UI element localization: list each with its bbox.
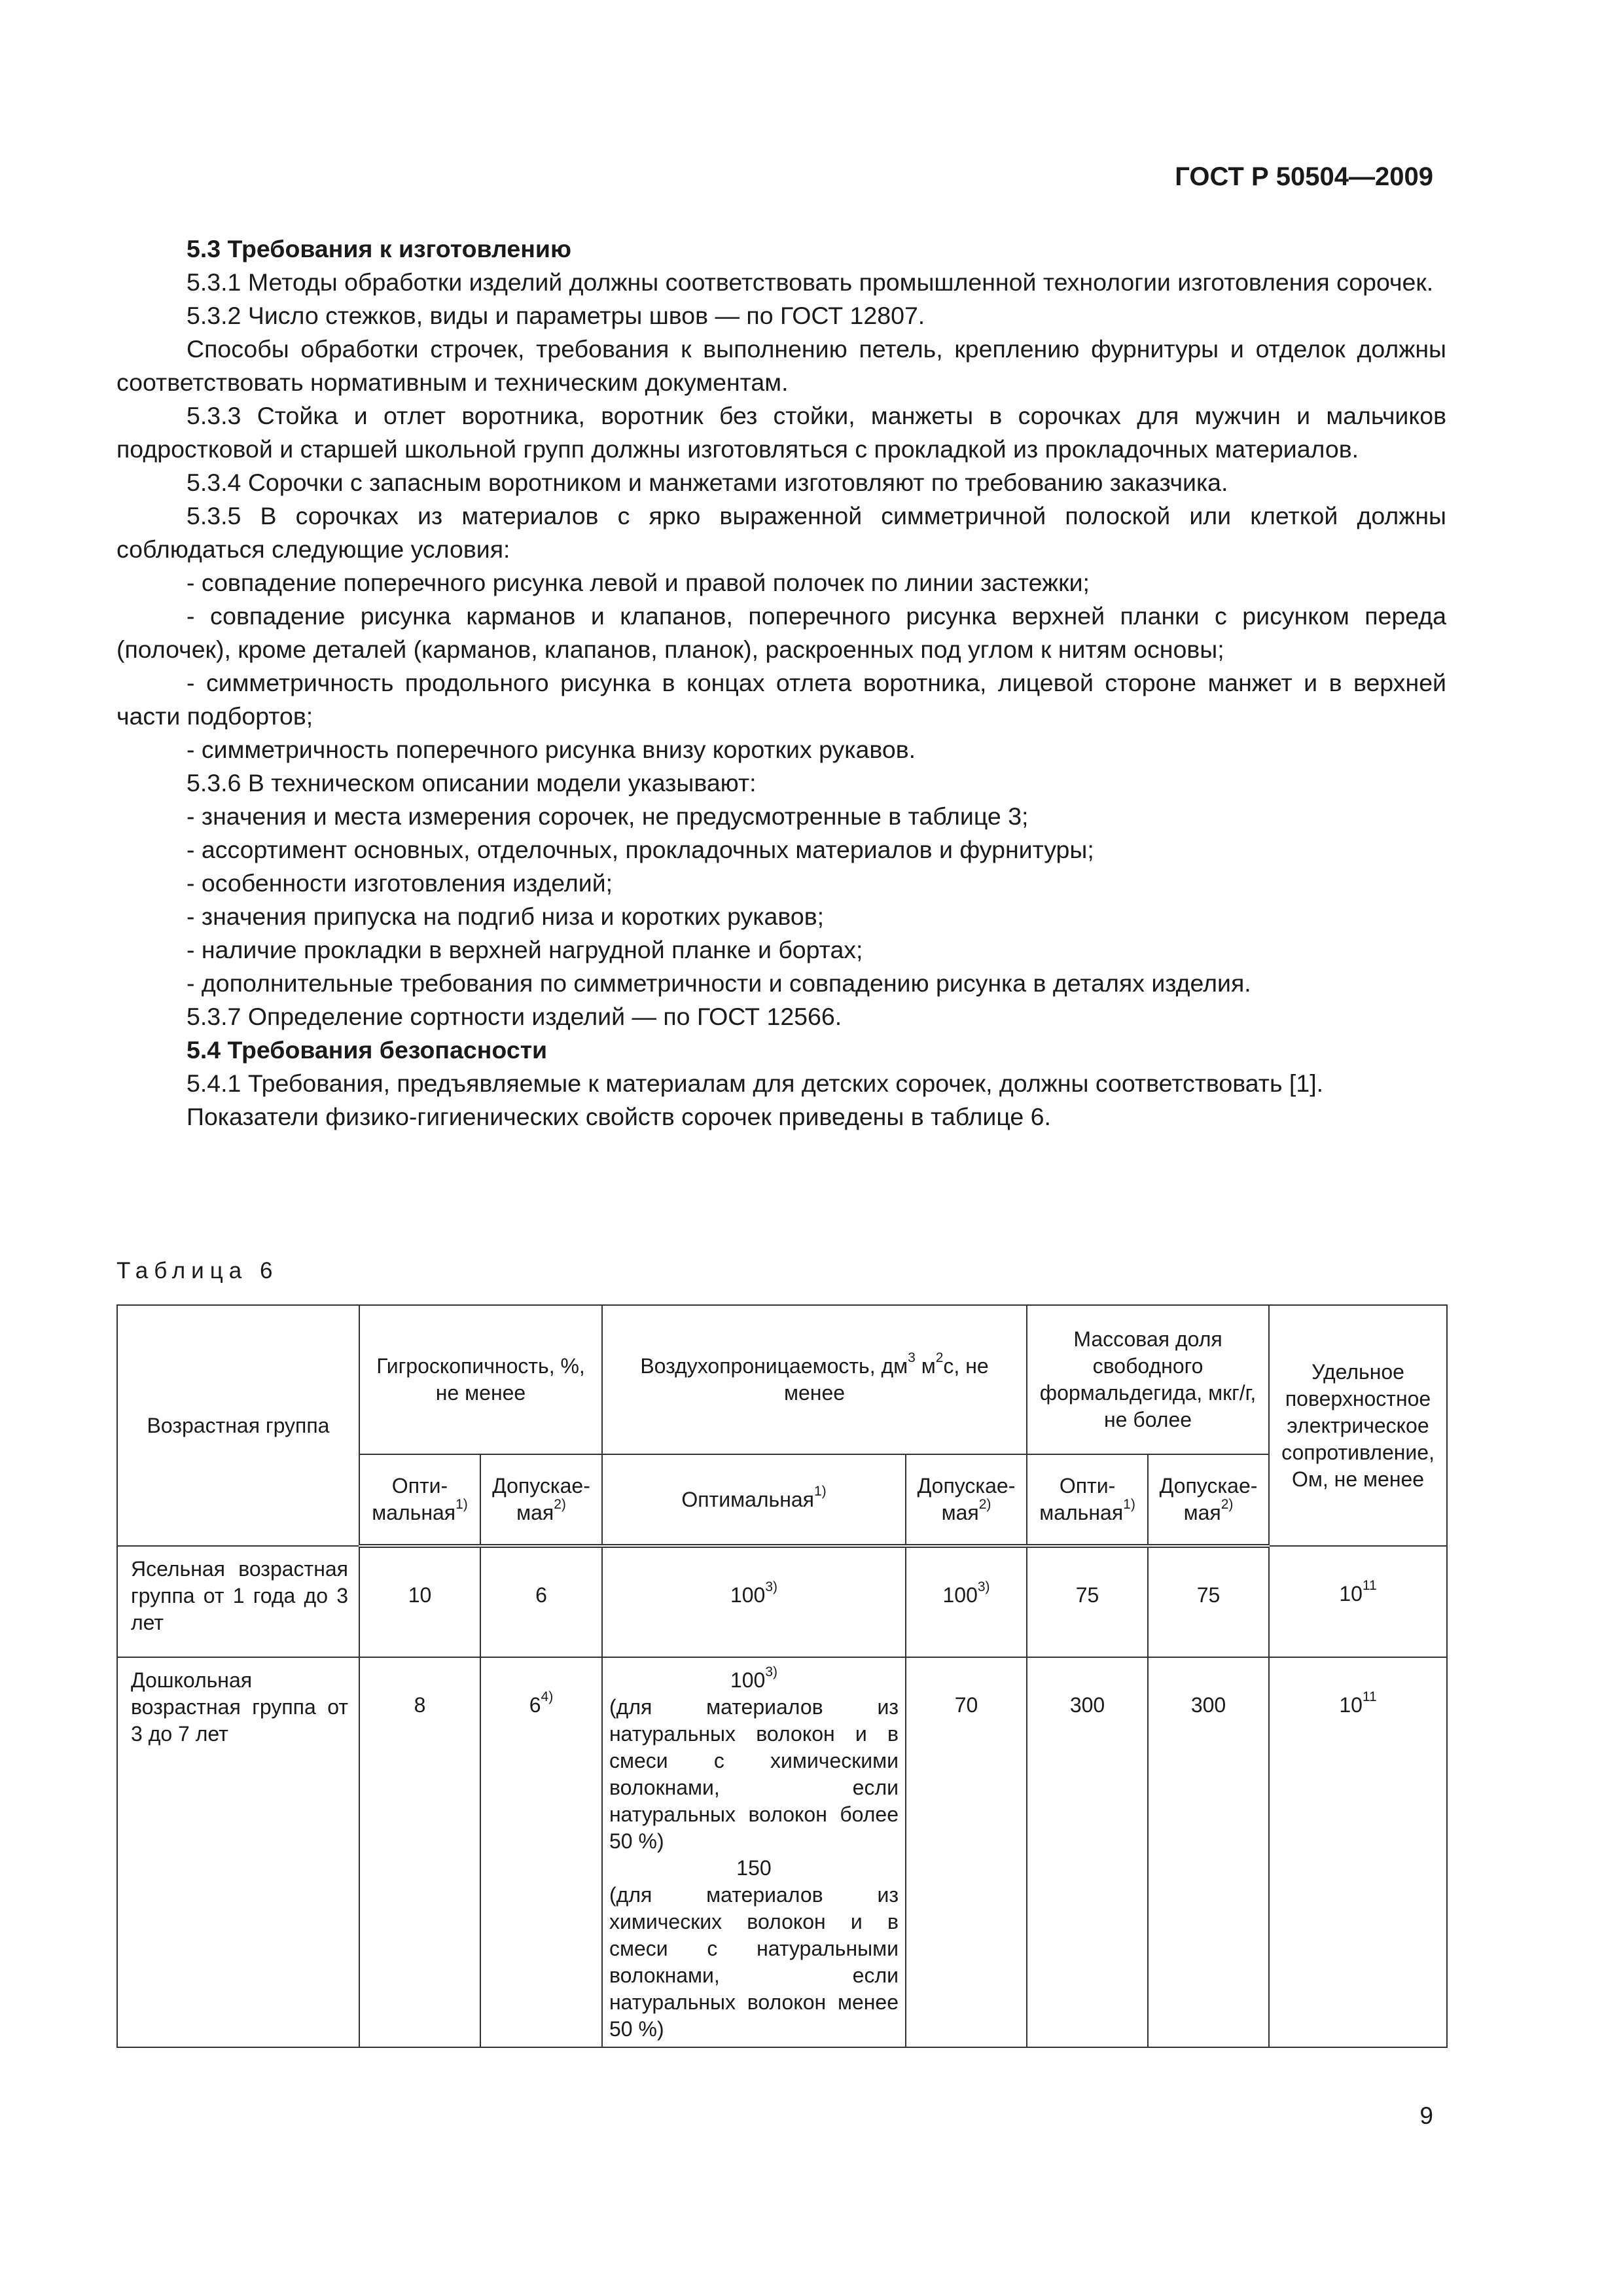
table-caption: Таблица 6 bbox=[116, 1258, 279, 1283]
list-item: - значения припуска на подгиб низа и коротких рукавов; bbox=[187, 903, 825, 930]
note-natural-fibres: (для материалов из натуральных волокон и в смеси с химическими волокнами, если натуральных волокон более 50 %) bbox=[609, 1695, 899, 1853]
cell-resistance: $10^{11}$ bbox=[1269, 1546, 1447, 1657]
document-id: ГОСТ Р 50504—2009 bbox=[1175, 162, 1433, 191]
cell-hygro-permissible: 6$^{4)}$ bbox=[480, 1657, 602, 2047]
cell-air-permissible: 70 bbox=[906, 1657, 1027, 2047]
properties-table bbox=[116, 1304, 1448, 2048]
cell-formaldehyde-permissible: 300 bbox=[1148, 1657, 1269, 2047]
cell-formaldehyde-optimal: 75 bbox=[1027, 1546, 1148, 1657]
header-age-group: Возрастная группа bbox=[117, 1305, 359, 1546]
subheader-permissible: Допускае-мая$^{2)}$ bbox=[480, 1454, 602, 1546]
cell-hygro-permissible: 6 bbox=[480, 1546, 602, 1657]
header-formaldehyde: Массовая доля свободного формальдегида, мкг/г, не более bbox=[1027, 1305, 1269, 1454]
clause-5-3-6: 5.3.6 В техническом описании модели указывают: bbox=[187, 769, 757, 797]
section-5-4-heading: 5.4 Требования безопасности bbox=[187, 1036, 548, 1064]
subheader-optimal: Опти-мальная$^{1)}$ bbox=[1027, 1454, 1148, 1546]
section-5-3-heading: 5.3 Требования к изготовлению bbox=[187, 235, 572, 262]
table-row bbox=[117, 1546, 1447, 1657]
list-item: - совпадение поперечного рисунка левой и правой полочек по линии застежки; bbox=[187, 569, 1090, 596]
header-resistance: Удельное поверхностное электрическое сопротивление, Ом, не менее bbox=[1269, 1305, 1447, 1546]
list-item: - наличие прокладки в верхней нагрудной планке и бортах; bbox=[187, 936, 863, 963]
subheader-permissible: Допускае-мая$^{2)}$ bbox=[906, 1454, 1027, 1546]
list-item: - симметричность поперечного рисунка внизу коротких рукавов. bbox=[187, 736, 916, 763]
clause-5-3-4: 5.3.4 Сорочки с запасным воротником и манжетами изготовляют по требованию заказчика. bbox=[187, 469, 1228, 496]
list-item: - особенности изготовления изделий; bbox=[187, 869, 613, 897]
table-6 bbox=[116, 1304, 1446, 2048]
value-150: 150 bbox=[736, 1856, 772, 1880]
cell-formaldehyde-permissible: 75 bbox=[1148, 1546, 1269, 1657]
document-body bbox=[116, 232, 1446, 1134]
clause-5-3-7: 5.3.7 Определение сортности изделий — по ГОСТ 12566. bbox=[187, 1003, 842, 1030]
clause-5-3-5: 5.3.5 В сорочках из материалов с ярко выраженной симметричной полоской или клеткой должны соблюдаться следующие условия: bbox=[116, 502, 1446, 563]
subheader-permissible: Допускае-мая$^{2)}$ bbox=[1148, 1454, 1269, 1546]
clause-5-4-1-text: Показатели физико-гигиенических свойств сорочек приведены в таблице 6. bbox=[187, 1103, 1051, 1130]
clause-5-3-3: 5.3.3 Стойка и отлет воротника, воротник без стойки, манжеты в сорочках для мужчин и мальчиков подростковой и старшей школьной групп должны изготовляться с прокладкой из прокладочных материалов. bbox=[116, 402, 1446, 463]
cell-hygro-optimal: 10 bbox=[359, 1546, 480, 1657]
cell-group: Дошкольная возрастная группа от 3 до 7 лет bbox=[117, 1657, 359, 2047]
clause-5-4-1: 5.4.1 Требования, предъявляемые к материалам для детских сорочек, должны соответствовать [1]. bbox=[187, 1069, 1324, 1097]
clause-5-3-2: 5.3.2 Число стежков, виды и параметры швов — по ГОСТ 12807. bbox=[187, 302, 925, 329]
cell-resistance: $10^{11}$ bbox=[1269, 1657, 1447, 2047]
cell-group: Ясельная возрастная группа от 1 года до 3 лет bbox=[117, 1546, 359, 1657]
list-item: - совпадение рисунка карманов и клапанов, поперечного рисунка верхней планки с рисунком переда (полочек), кроме деталей (карманов, клапанов, планок), раскроенных под углом к нитям основы; bbox=[116, 602, 1446, 663]
header-hygroscopicity: Гигроскопичность, %, не менее bbox=[359, 1305, 602, 1454]
list-item: - ассортимент основных, отделочных, прокладочных материалов и фурнитуры; bbox=[187, 836, 1094, 863]
clause-5-3-1: 5.3.1 Методы обработки изделий должны соответствовать промышленной технологии изготовления сорочек. bbox=[187, 268, 1434, 296]
table-row bbox=[117, 1657, 1447, 2047]
note-chemical-fibres: (для материалов из химических волокон и в смеси с натуральными волокнами, если натуральных волокон менее 50 %) bbox=[609, 1883, 899, 2041]
cell-hygro-optimal: 8 bbox=[359, 1657, 480, 2047]
header-air-permeability: Воздухопроницаемость, $дм^3$ $м^2с$, не менее bbox=[602, 1305, 1027, 1454]
list-item: - дополнительные требования по симметричности и совпадению рисунка в деталях изделия. bbox=[187, 969, 1251, 997]
subheader-optimal: Оптимальная$^{1)}$ bbox=[602, 1454, 906, 1546]
subheader-optimal: Опти-мальная$^{1)}$ bbox=[359, 1454, 480, 1546]
cell-air-optimal: 100$^{3)}$ bbox=[602, 1546, 906, 1657]
list-item: - значения и места измерения сорочек, не предусмотренные в таблице 3; bbox=[187, 802, 1029, 830]
page-number: 9 bbox=[1419, 2102, 1433, 2129]
clause-5-3-2-text: Способы обработки строчек, требования к выполнению петель, креплению фурнитуры и отделок должны соответствовать нормативным и техническим документам. bbox=[116, 335, 1446, 396]
cell-air-permissible: 100$^{3)}$ bbox=[906, 1546, 1027, 1657]
cell-air-optimal: 100$^{3)}$ (для материалов из натуральных волокон и в смеси с химическими волокнами, если натуральных волокон более 50 %) 150 (для материалов из химических волокон и в смеси с натуральными волокнами, если натуральных волокон менее 50 %) bbox=[602, 1657, 906, 2047]
list-item: - симметричность продольного рисунка в концах отлета воротника, лицевой стороне манжет и в верхней части подбортов; bbox=[116, 669, 1446, 730]
cell-formaldehyde-optimal: 300 bbox=[1027, 1657, 1148, 2047]
